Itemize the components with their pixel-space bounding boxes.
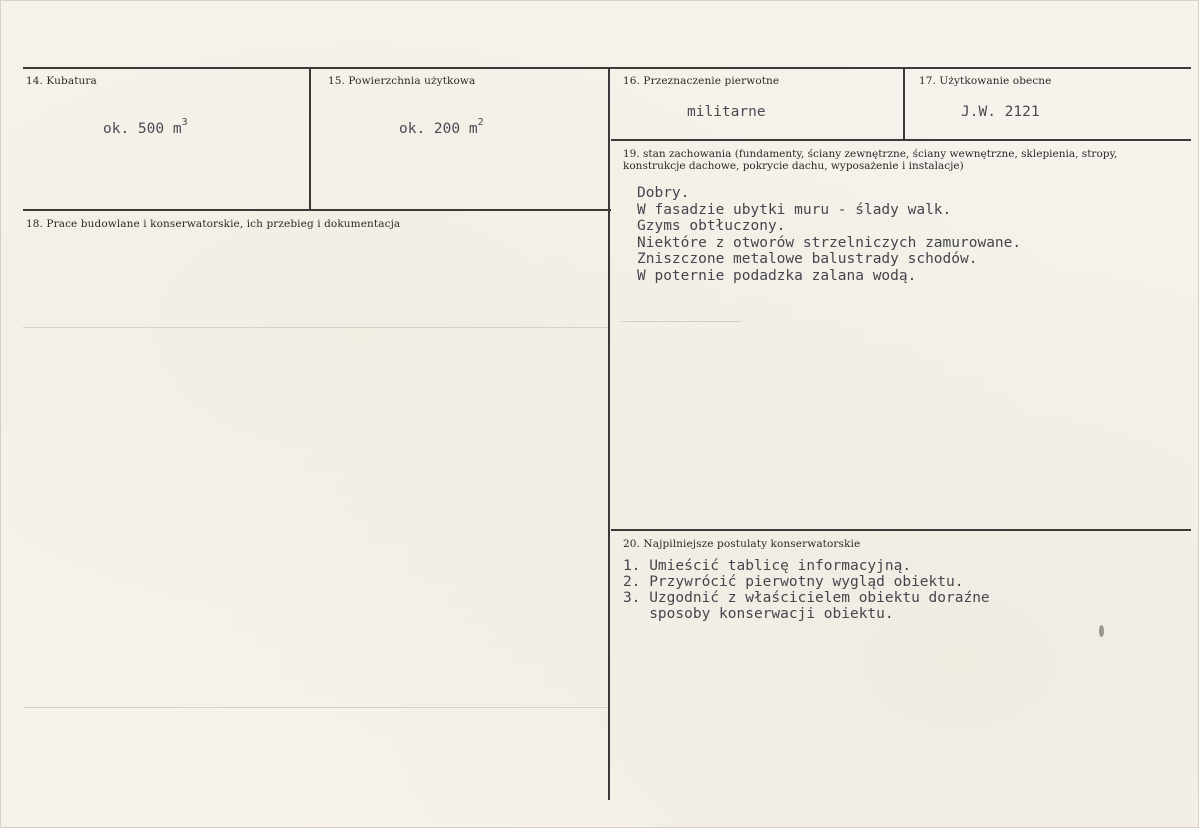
postulat-line: 1. Umieścić tablicę informacyjną. bbox=[623, 558, 912, 574]
bleed-through-line bbox=[23, 707, 608, 708]
divider-16-17 bbox=[903, 67, 905, 140]
field-20-label: 20. Najpilniejsze postulaty konserwatorskie bbox=[623, 538, 861, 550]
field-14-value-text: ok. 500 m bbox=[103, 120, 182, 137]
field-16-label: 16. Przeznaczenie pierwotne bbox=[623, 75, 780, 87]
field-15-value bbox=[399, 119, 484, 137]
field-17-value: J.W. 2121 bbox=[961, 104, 1040, 120]
stan-line: Niektóre z otworów strzelniczych zamurowane. bbox=[637, 234, 1022, 251]
stan-line: Gzyms obtłuczony. bbox=[637, 218, 786, 234]
field-19-label: 19. stan zachowania (fundamenty, ściany zewnętrzne, ściany wewnętrzne, sklepienia, stropy, konstrukcje dachowe, pokrycie dachu, wyposażenie i instalacje) bbox=[623, 148, 1118, 172]
rule-below-14-15 bbox=[23, 209, 611, 211]
bleed-through-line bbox=[621, 321, 741, 322]
divider-14-15 bbox=[309, 67, 311, 210]
field-14-label: 14. Kubatura bbox=[26, 75, 97, 87]
postulat-line: 2. Przywrócić pierwotny wygląd obiektu. bbox=[623, 574, 964, 590]
field-15-label: 15. Powierzchnia użytkowa bbox=[328, 75, 476, 87]
main-divider bbox=[608, 67, 610, 800]
field-15-value-text: ok. 200 m bbox=[399, 120, 478, 137]
field-15-exponent: 2 bbox=[477, 117, 484, 128]
stan-line: Dobry. bbox=[637, 185, 690, 201]
rule-below-16-17 bbox=[611, 139, 1191, 141]
postulat-line: 3. Uzgodnić z właścicielem obiektu doraźne bbox=[623, 590, 990, 606]
top-rule bbox=[23, 67, 1191, 69]
field-17-label: 17. Użytkowanie obecne bbox=[919, 75, 1052, 87]
rule-above-20 bbox=[611, 529, 1191, 531]
field-16-value: militarne bbox=[687, 104, 766, 120]
stan-line: W fasadzie ubytki muru - ślady walk. bbox=[637, 201, 952, 218]
field-14-value bbox=[103, 119, 188, 137]
stan-line: Zniszczone metalowe balustrady schodów. bbox=[637, 251, 978, 267]
field-18-label: 18. Prace budowlane i konserwatorskie, ich przebieg i dokumentacja bbox=[26, 218, 401, 230]
field-14-exponent: 3 bbox=[181, 117, 188, 128]
stan-line: W poternie podadzka zalana wodą. bbox=[637, 267, 917, 284]
postulat-line: sposoby konserwacji obiektu. bbox=[623, 606, 894, 622]
ink-smudge bbox=[1099, 625, 1104, 637]
bleed-through-line bbox=[23, 327, 608, 328]
